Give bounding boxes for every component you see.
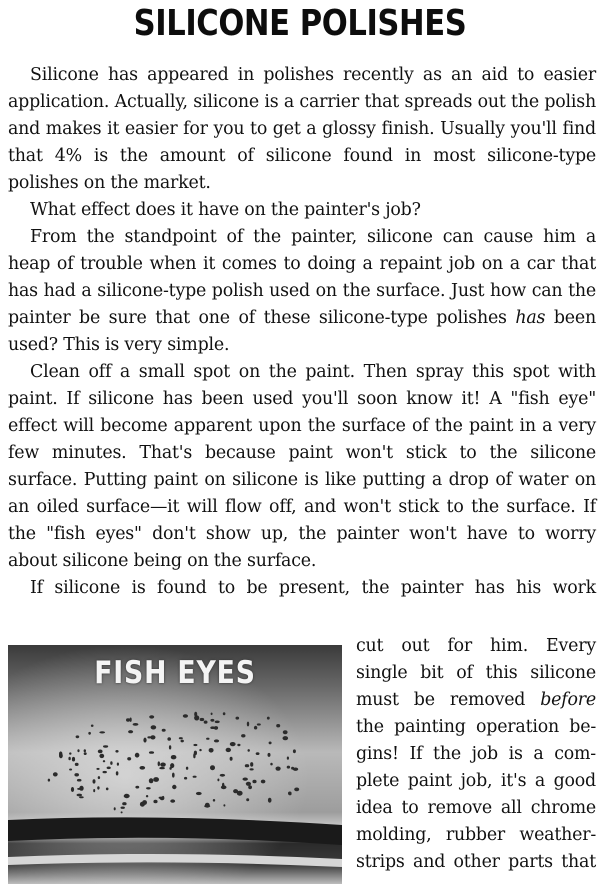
- fish-eye-spot: [93, 789, 95, 792]
- fish-eye-spot: [283, 736, 289, 740]
- fish-eye-spot: [267, 717, 270, 720]
- fish-eye-spot: [245, 764, 249, 767]
- fish-eye-spot: [97, 786, 99, 789]
- paragraph-test: Clean off a small spot on the paint. Then spray this spot with paint. If silicone has been used you'll soon know it! A "fish eye" effect will become apparent upon the surface of the paint in a very few minutes. That's because paint won't stick to the silicone surface. Putting paint on silicone is like putting a drop of water on an oiled surface—it will flow off, and won't stick to the surface. If the "fish eyes" don't show up, the painter won't have to worry about silicone being on the surface.: [8, 362, 596, 571]
- fish-eye-spot: [116, 771, 119, 775]
- fish-eye-spot: [121, 811, 123, 813]
- fish-eye-spot: [252, 780, 256, 784]
- fish-eye-spot: [261, 780, 266, 784]
- side-line-3-part1: must be removed: [356, 690, 541, 710]
- fish-eye-spot: [117, 763, 119, 766]
- side-line-7: idea to remove all chrome: [356, 798, 596, 818]
- fish-eye-spot: [220, 774, 225, 777]
- fish-eye-spot: [72, 757, 75, 762]
- fish-eye-spot: [103, 771, 107, 773]
- paragraph-question: What effect does it have on the painter's job?: [30, 200, 421, 220]
- fish-eye-spot: [170, 799, 175, 802]
- fish-eye-spot: [103, 760, 105, 762]
- fish-eye-spot: [159, 767, 165, 769]
- fish-eye-spot: [68, 757, 70, 761]
- fish-eye-spot: [268, 753, 271, 757]
- fish-eye-spot: [283, 730, 288, 734]
- fish-eye-spot: [257, 723, 261, 725]
- fish-eye-spot: [153, 777, 159, 782]
- fish-eye-spot: [183, 714, 188, 717]
- fish-eye-spot: [122, 802, 126, 805]
- fish-eye-spot: [248, 785, 252, 789]
- fish-eye-spot: [77, 749, 79, 752]
- fish-eye-spot: [291, 767, 294, 770]
- fish-eye-spot: [103, 745, 108, 747]
- fish-eye-spot: [206, 738, 209, 740]
- fish-eye-spot: [276, 724, 280, 727]
- fish-eye-spot: [99, 731, 105, 733]
- fish-eye-spot: [98, 750, 103, 754]
- fish-eye-spot: [107, 767, 111, 770]
- fish-eye-spot: [159, 797, 163, 799]
- side-line-1: cut out for him. Every: [356, 636, 596, 656]
- fish-eye-spot: [142, 800, 147, 805]
- fish-eye-spot: [143, 738, 146, 743]
- fish-eye-spot: [162, 729, 166, 732]
- emphasis-has: has: [515, 308, 546, 328]
- side-column-text: [356, 633, 596, 876]
- fish-eye-spot: [126, 718, 130, 721]
- fish-eye-spot: [84, 752, 87, 755]
- fish-eye-spot: [210, 719, 214, 722]
- fish-eye-spot: [77, 794, 83, 797]
- fish-eye-spot: [133, 723, 139, 726]
- fish-eye-spot: [71, 787, 74, 792]
- fish-eye-spot: [210, 726, 215, 729]
- side-line-8: molding, rubber weather-: [356, 825, 596, 845]
- fish-eye-spot: [79, 786, 83, 791]
- fish-eye-spot: [254, 726, 257, 729]
- page-title: SILICONE POLISHES: [133, 3, 467, 44]
- fish-eye-spot: [241, 734, 245, 737]
- fish-eye-spot: [99, 754, 104, 758]
- fish-eye-spot: [276, 767, 281, 771]
- fish-eye-spot: [151, 725, 157, 729]
- fish-eye-spot: [215, 721, 220, 724]
- fish-eye-spot: [230, 757, 233, 761]
- fish-eye-spot: [75, 763, 79, 766]
- fish-eye-spot: [74, 773, 79, 776]
- fish-eye-spot: [223, 804, 225, 806]
- fish-eye-spot: [226, 748, 231, 752]
- emphasis-before: before: [540, 690, 596, 710]
- fish-eye-spot: [77, 779, 82, 782]
- fish-eye-spot: [237, 744, 240, 746]
- fish-eye-spot: [53, 772, 58, 776]
- fish-eye-spot: [146, 787, 151, 789]
- fish-eye-spot: [200, 718, 205, 721]
- paragraph-standpoint-part2: been used? This is very simple.: [8, 308, 596, 355]
- side-line-2: single bit of this silicone: [356, 663, 596, 683]
- fish-eye-spot: [223, 712, 226, 715]
- fish-eye-spot: [114, 807, 116, 810]
- fish-eye-spot: [230, 742, 236, 746]
- fish-eye-spot: [193, 744, 197, 746]
- fish-eye-spot: [91, 725, 94, 727]
- fish-eye-spot: [222, 783, 224, 788]
- fish-eye-spot: [213, 799, 215, 802]
- fish-eye-spot: [140, 766, 146, 770]
- fish-eye-spot: [167, 737, 171, 741]
- fish-eye-spot: [76, 735, 80, 738]
- fish-eye-spot: [256, 752, 260, 755]
- fish-eye-spot: [110, 761, 112, 765]
- side-line-3: [356, 687, 596, 714]
- fish-eye-spot: [246, 798, 249, 801]
- fish-eye-spot: [293, 749, 296, 753]
- fish-eye-spot: [246, 782, 251, 786]
- fish-eye-spot: [270, 763, 272, 766]
- fish-eye-spot: [199, 749, 201, 751]
- fish-eye-spot: [106, 788, 109, 791]
- fish-eye-spot: [194, 712, 197, 717]
- fish-eye-spot: [196, 792, 202, 795]
- fish-eye-spot: [121, 807, 125, 809]
- fish-eye-spot: [149, 715, 154, 718]
- fish-eye-spot: [93, 779, 96, 783]
- fish-eye-spot: [169, 745, 171, 749]
- fish-eye-spot: [172, 773, 175, 778]
- fish-eye-spot: [204, 721, 208, 724]
- paragraph-removal-lead: If silicone is found to be present, the painter has his work: [30, 578, 596, 598]
- fish-eye-spot: [205, 803, 210, 808]
- fish-eye-spot: [115, 750, 118, 753]
- fish-eye-spot: [172, 785, 176, 789]
- fish-eye-spot: [79, 796, 84, 798]
- photo-caption: FISH EYES: [94, 655, 256, 691]
- fish-eye-spot: [48, 779, 50, 782]
- fish-eye-spot: [247, 722, 249, 727]
- side-line-5: gins! If the job is a com-: [356, 744, 596, 764]
- fish-eye-spot: [96, 768, 99, 770]
- paragraph-standpoint-part1: From the standpoint of the painter, silicone can cause him a heap of trouble when it comes to doing a repaint job on a car that has had a silicone-type polish used on the surface. Just how can the painter be sure that one of these silicone-type polishes: [8, 227, 596, 328]
- fish-eye-spot: [162, 796, 164, 800]
- fish-eye-spot: [209, 748, 214, 753]
- fish-eye-spot: [146, 795, 148, 797]
- fish-eyes-photo: [8, 645, 342, 884]
- fish-eye-spot: [150, 735, 155, 739]
- fish-eye-spot: [250, 762, 253, 767]
- fish-eye-spot: [158, 761, 160, 766]
- fish-eye-spot: [193, 753, 195, 758]
- side-line-9: strips and other parts that: [356, 852, 596, 872]
- fish-eye-spot: [193, 776, 197, 778]
- fish-eye-spot: [153, 800, 157, 804]
- article-body: [8, 62, 596, 602]
- fish-eye-spot: [214, 739, 219, 742]
- fish-eye-spot: [98, 776, 100, 779]
- fish-eye-spot: [233, 789, 238, 793]
- fish-eye-spot: [84, 749, 86, 752]
- fish-eye-spot: [69, 752, 71, 754]
- fish-eye-spot: [294, 788, 299, 792]
- fish-eye-spot: [59, 751, 62, 756]
- fish-eye-spot: [210, 765, 215, 770]
- fish-eye-spot: [250, 768, 254, 770]
- fish-eye-spot: [289, 793, 292, 796]
- fish-eye-spot: [181, 740, 184, 743]
- fish-eye-spot: [135, 753, 140, 758]
- fish-eye-spot: [186, 767, 188, 770]
- paragraph-standpoint: [8, 224, 596, 359]
- fish-eye-spot: [171, 755, 177, 759]
- fish-eye-spot: [88, 732, 91, 735]
- fish-eye-spot: [135, 786, 139, 789]
- fish-eye-spot: [236, 717, 240, 720]
- fish-eye-spot: [268, 798, 272, 803]
- fish-eye-spot: [248, 749, 250, 752]
- fish-eye-spot: [243, 778, 248, 781]
- fish-eye-spot: [149, 778, 154, 783]
- paragraph-intro: Silicone has appeared in polishes recently as an aid to easier application. Actually, silicone is a carrier that spreads out the polish and makes it easier for you to get a glossy finish. Usually you'll find that 4% is the amount of silicone found in most silicone-type polishes on the market.: [8, 65, 596, 193]
- fish-eye-spot: [184, 777, 187, 780]
- side-line-4: the painting operation be-: [356, 717, 596, 737]
- fish-eye-spot: [179, 737, 183, 739]
- fish-eye-spot: [128, 730, 133, 733]
- fish-eye-spot: [149, 751, 154, 754]
- fish-eye-spot: [160, 763, 166, 767]
- fish-eye-spot: [170, 763, 174, 768]
- fish-eye-spot: [211, 713, 213, 716]
- side-line-6: plete paint job, it's a good: [356, 771, 596, 791]
- fish-eye-spot: [127, 757, 131, 760]
- fish-eye-spot: [217, 779, 219, 782]
- fish-eye-spot: [269, 742, 272, 745]
- fish-eye-spot: [287, 757, 289, 760]
- fish-eye-spot: [124, 794, 130, 798]
- fish-eye-spot: [69, 769, 72, 771]
- fish-eye-spot: [287, 766, 290, 769]
